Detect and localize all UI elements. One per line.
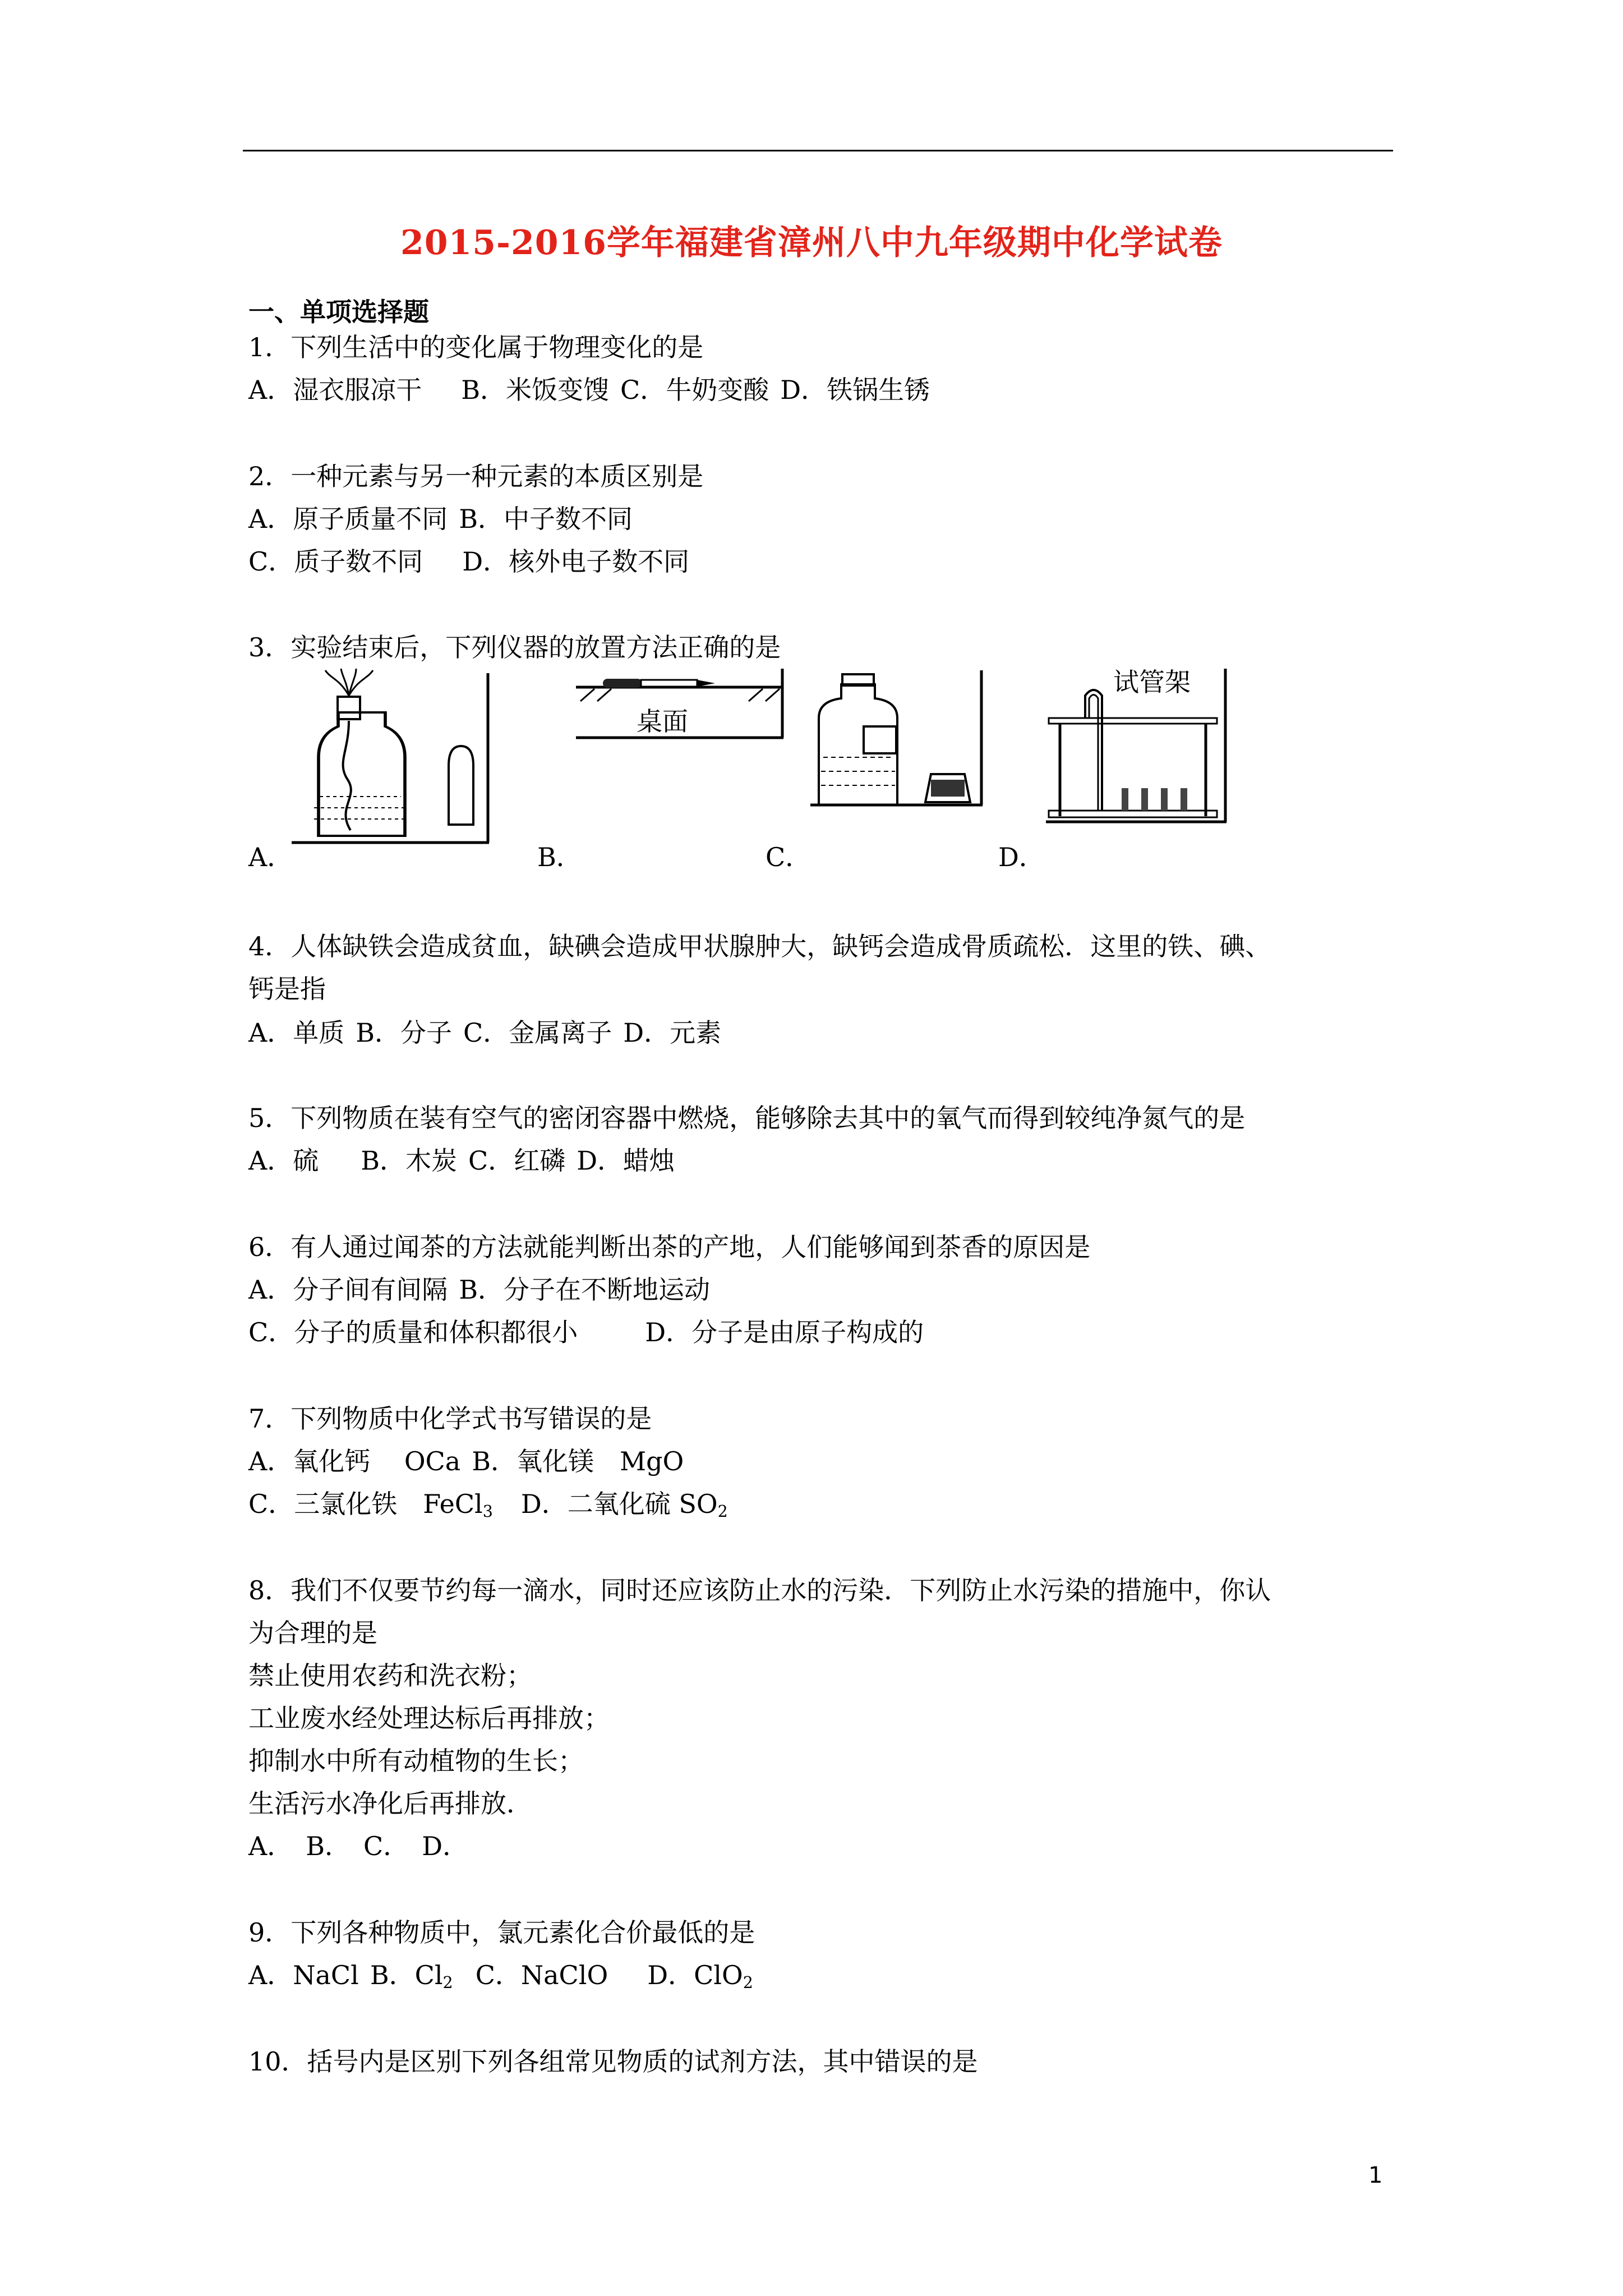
q5-options bbox=[248, 1145, 675, 1176]
page-number: 1 bbox=[1368, 2162, 1383, 2188]
q7-options-row1 bbox=[248, 1448, 684, 1474]
q4-stem-line1: 4．人体缺铁会造成贫血，缺碘会造成甲状腺肿大，缺钙会造成骨质疏松．这里的铁、碘、 bbox=[248, 931, 1271, 961]
desk-label: 桌面 bbox=[637, 706, 688, 737]
q7-options-row2 bbox=[248, 1491, 728, 1520]
q8-item-1: 禁止使用农药和洗衣粉； bbox=[248, 1660, 532, 1691]
q2-option-b: B．中子数不同 bbox=[459, 504, 633, 534]
q6-options-row1 bbox=[248, 1274, 711, 1305]
q2-stem: 2．一种元素与另一种元素的本质区别是 bbox=[248, 461, 704, 491]
q9-option-c: C．NaClO bbox=[475, 1960, 608, 1990]
q6-option-d: D．分子是由原子构成的 bbox=[645, 1317, 924, 1347]
q3-option-d: D． bbox=[998, 842, 1045, 872]
q5-option-b: B．木炭 bbox=[361, 1145, 458, 1176]
q4-option-b: B．分子 bbox=[356, 1018, 453, 1048]
q3-figure-c bbox=[808, 668, 993, 813]
q4-option-d: D．元素 bbox=[623, 1018, 722, 1048]
page-title: 2015-2016学年福建省漳州八中九年级期中化学试卷 bbox=[400, 223, 1223, 263]
q3-option-b: B． bbox=[537, 842, 582, 872]
q7-option-d: D．二氧化硫 $SO_2$ bbox=[520, 1489, 728, 1521]
q6-stem: 6．有人通过闻茶的方法就能判断出茶的产地，人们能够闻到茶香的原因是 bbox=[248, 1232, 1091, 1262]
q1-option-a: A．湿衣服凉干 bbox=[248, 375, 422, 405]
q3-figure-b bbox=[575, 668, 788, 740]
q4-option-c: C．金属离子 bbox=[463, 1018, 612, 1048]
q3-option-c: C． bbox=[766, 842, 811, 872]
q8-item-2: 工业废水经处理达标后再排放； bbox=[248, 1703, 610, 1733]
q3-option-a: A． bbox=[248, 842, 293, 872]
q7-option-b: B．氧化镁 MgO bbox=[472, 1446, 684, 1476]
q5-option-a: A．硫 bbox=[248, 1145, 319, 1176]
reagent-bottle-diagram bbox=[808, 668, 993, 813]
q10-stem: 10．括号内是区别下列各组常见物质的试剂方法，其中错误的是 bbox=[248, 2046, 978, 2077]
q2-option-a: A．原子质量不同 bbox=[248, 504, 448, 534]
q2-option-d: D．核外电子数不同 bbox=[462, 546, 690, 577]
q1-option-b: B．米饭变馊 bbox=[461, 375, 610, 405]
q8-stem-line2: 为合理的是 bbox=[248, 1618, 377, 1648]
test-tube-rack-diagram bbox=[1043, 668, 1234, 830]
rack-label: 试管架 bbox=[1113, 668, 1191, 697]
q7-option-c: C．三氯化铁 FeCl$_3$ bbox=[248, 1489, 493, 1521]
q9-option-a: A．NaCl bbox=[248, 1960, 359, 1990]
q7-stem: 7．下列物质中化学式书写错误的是 bbox=[248, 1404, 652, 1434]
q1-option-c: C．牛奶变酸 bbox=[620, 375, 769, 405]
q1-option-d: D．铁锅生锈 bbox=[780, 375, 930, 405]
q9-options bbox=[248, 1962, 753, 1991]
q1-stem: 1．下列生活中的变化属于物理变化的是 bbox=[248, 332, 704, 362]
q2-option-c: C．质子数不同 bbox=[248, 546, 423, 577]
q4-stem-line2: 钙是指 bbox=[248, 974, 326, 1004]
q2-options-row2 bbox=[248, 546, 690, 577]
q6-option-c: C．分子的质量和体积都很小 bbox=[248, 1317, 578, 1347]
section-heading: 一、单项选择题 bbox=[248, 297, 429, 327]
q4-options bbox=[248, 1020, 721, 1046]
q1-options bbox=[248, 377, 930, 403]
q6-option-b: B．分子在不断地运动 bbox=[459, 1274, 711, 1305]
q3-stem: 3．实验结束后，下列仪器的放置方法正确的是 bbox=[248, 632, 781, 662]
desk-diagram bbox=[575, 668, 788, 740]
q8-options: A． B． C． D． bbox=[248, 1831, 469, 1861]
header-rule bbox=[243, 150, 1393, 151]
q7-option-a: A．氧化钙 OCa bbox=[248, 1446, 461, 1476]
q9-option-d: D．ClO$_2$ bbox=[647, 1960, 753, 1993]
q5-option-c: C．红磷 bbox=[468, 1145, 566, 1176]
q9-stem: 9．下列各种物质中，氯元素化合价最低的是 bbox=[248, 1917, 755, 1948]
q8-stem-line1: 8．我们不仅要节约每一滴水，同时还应该防止水的污染．下列防止水污染的措施中，你认 bbox=[248, 1575, 1271, 1605]
q9-option-b: B．$Cl_2$ bbox=[370, 1960, 453, 1993]
q8-item-4: 生活污水净化后再排放． bbox=[248, 1788, 532, 1819]
q6-options-row2 bbox=[248, 1319, 924, 1345]
q2-options-row1 bbox=[248, 506, 633, 532]
q5-stem: 5．下列物质在装有空气的密闭容器中燃烧，能够除去其中的氧气而得到较纯净氮气的是 bbox=[248, 1103, 1246, 1133]
q6-option-a: A．分子间有间隔 bbox=[248, 1274, 448, 1305]
alcohol-lamp-diagram bbox=[286, 668, 510, 853]
q5-option-d: D．蜡烛 bbox=[577, 1145, 675, 1176]
q8-item-3: 抑制水中所有动植物的生长； bbox=[248, 1746, 584, 1776]
q3-figure-d bbox=[1043, 668, 1234, 830]
q3-figure-a bbox=[286, 668, 510, 853]
q4-option-a: A．单质 bbox=[248, 1018, 345, 1048]
